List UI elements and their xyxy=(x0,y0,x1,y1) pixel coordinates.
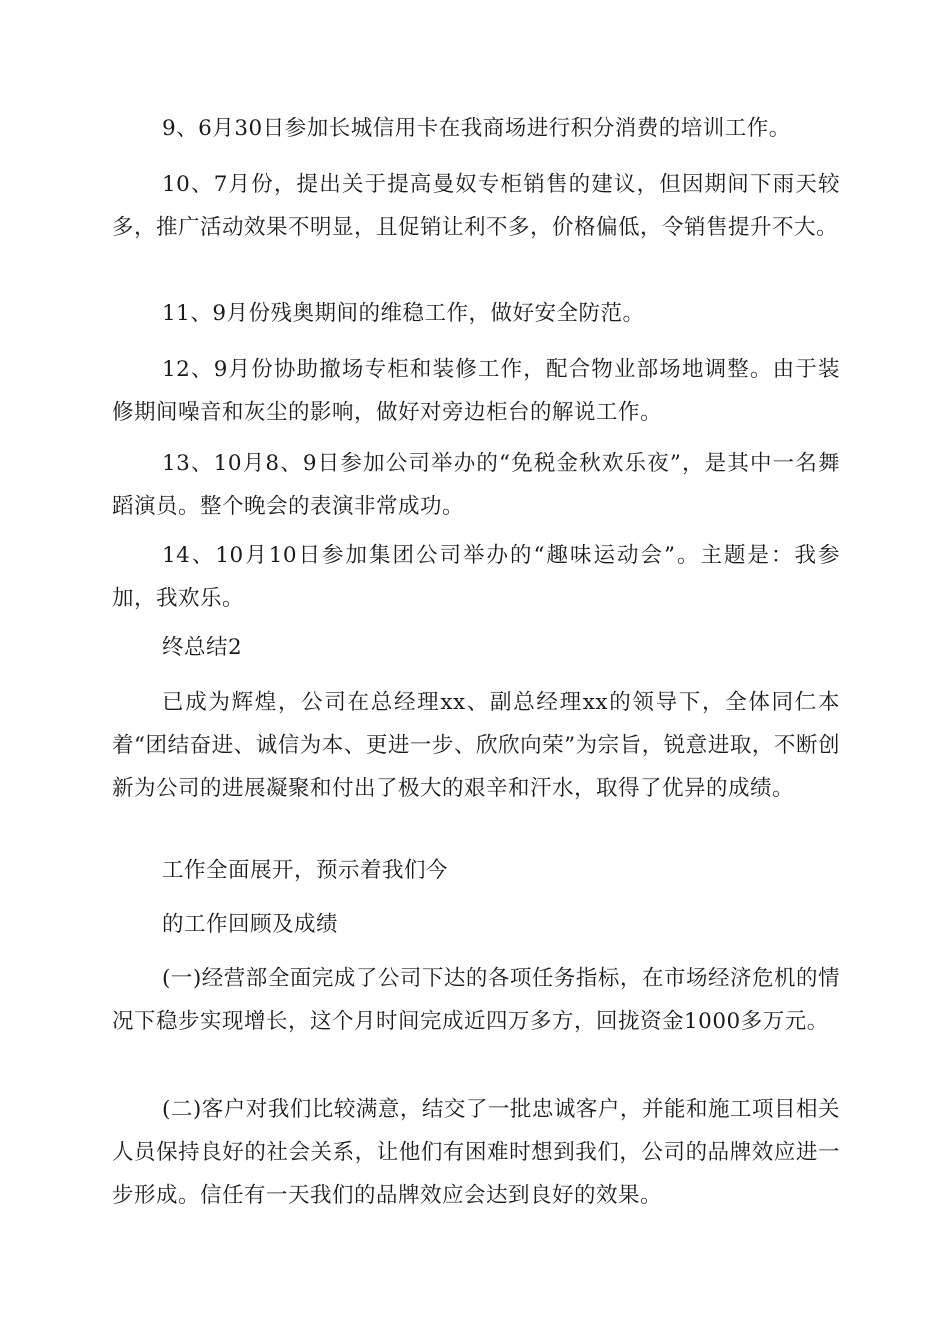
paragraph-item-13: 13、10月8、9日参加公司举办的“免税金秋欢乐夜”，是其中一名舞蹈演员。整个晚会的表演非常成功。 xyxy=(112,451,840,519)
summary-intro-paragraph: 已成为辉煌，公司在总经理xx、副总经理xx的领导下，全体同仁本着“团结奋进、诚信为本、更进一步、欣欣向荣”为宗旨，锐意进取，不断创新为公司的进展凝聚和付出了极大的艰辛和汗水，取得了优异的成绩。 xyxy=(112,690,840,801)
paragraph-item-11: 11、9月份残奥期间的维稳工作，做好安全防范。 xyxy=(162,301,645,326)
paragraph-item-9: 9、6月30日参加长城信用卡在我商场进行积分消费的培训工作。 xyxy=(162,116,791,141)
paragraph-item-12: 12、9月份协助撤场专柜和装修工作，配合物业部场地调整。由于装修期间噪音和灰尘的影响，做好对旁边柜台的解说工作。 xyxy=(112,357,840,425)
paragraph-item-14: 14、10月10日参加集团公司举办的“趣味运动会”。主题是：我参加，我欢乐。 xyxy=(112,543,840,611)
review-heading: 的工作回顾及成绩 xyxy=(162,912,339,937)
achievement-item-2: (二)客户对我们比较满意，结交了一批忠诚客户，并能和施工项目相关人员保持良好的社会关系，让他们有困难时想到我们，公司的品牌效应进一步形成。信任有一天我们的品牌效应会达到良好的效果。 xyxy=(112,1097,840,1208)
achievement-item-1: (一)经营部全面完成了公司下达的各项任务指标，在市场经济危机的情况下稳步实现增长，这个月时间完成近四万多方，回拢资金1000多万元。 xyxy=(112,966,840,1034)
section-heading: 终总结2 xyxy=(162,635,243,660)
paragraph-item-10: 10、7月份，提出关于提高曼奴专柜销售的建议，但因期间下雨天较多，推广活动效果不明显，且促销让利不多，价格偏低，令销售提升不大。 xyxy=(112,172,840,240)
work-overview-line: 工作全面展开，预示着我们今 xyxy=(162,858,449,883)
